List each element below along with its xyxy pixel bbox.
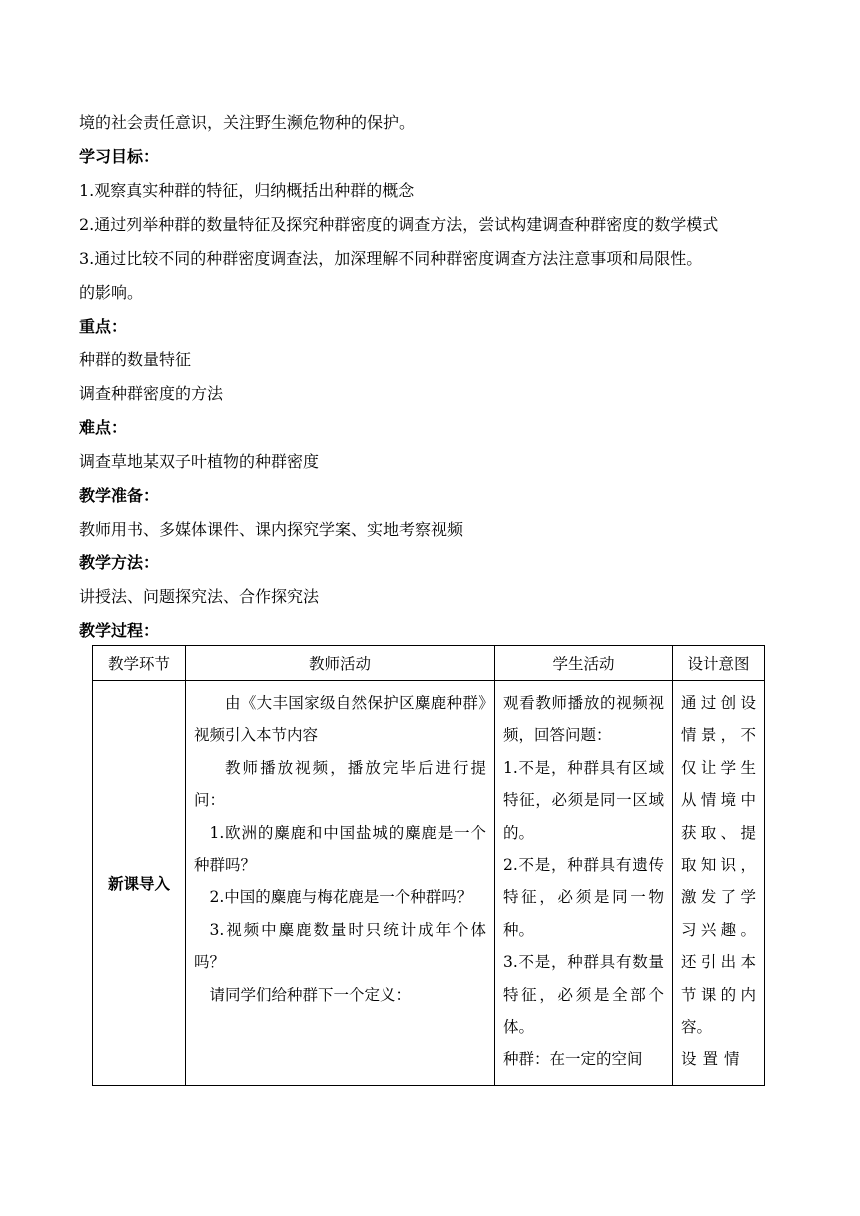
teacher-line: 2.中国的麋鹿与梅花鹿是一个种群吗？ (209, 888, 473, 907)
teacher-line: 教师播放视频，播放完毕后进行提问： (194, 758, 486, 810)
header-teacher-activity: 教师活动 (186, 646, 495, 681)
student-line: 1.不是，种群具有区域特征，必须是同一区域的。 (503, 758, 664, 842)
key-point-item: 种群的数量特征 (79, 350, 192, 369)
teacher-line: 由《大丰国家级自然保护区麋鹿种群》视频引入本节内容 (194, 694, 486, 745)
table-row (93, 681, 765, 1086)
process-heading: 教学过程： (79, 621, 160, 640)
intent-line: 通过创设情景，不仅让学生从情境中获取、提取知识，激发了学习兴趣。还引出本节课的内容。 (681, 694, 756, 1037)
teacher-activity-cell (186, 681, 495, 1086)
methods-heading: 教学方法： (79, 553, 160, 572)
key-points-heading: 重点： (79, 317, 128, 336)
student-line: 2.不是，种群具有遗传特征，必须是同一物种。 (503, 856, 664, 939)
lesson-process-table (92, 645, 765, 1086)
table-header-row (93, 646, 765, 681)
teacher-line: 1.欧洲的麋鹿和中国盐城的麋鹿是一个种群吗？ (194, 823, 486, 875)
teacher-line: 3.视频中麋鹿数量时只统计成年个体吗？ (194, 920, 486, 972)
teacher-line: 请同学们给种群下一个定义： (209, 985, 412, 1004)
key-point-item: 调查种群密度的方法 (79, 384, 224, 403)
preparation-heading: 教学准备： (79, 486, 160, 505)
difficulties-heading: 难点： (79, 418, 128, 437)
objectives-heading: 学习目标： (79, 147, 160, 166)
student-line: 观看教师播放的视频视频，回答问题： (503, 694, 664, 745)
intent-line: 设置情 (681, 1050, 746, 1069)
student-activity-cell (495, 681, 673, 1086)
intro-line: 境的社会责任意识，关注野生濒危物种的保护。 (79, 113, 416, 132)
stage-cell: 新课导入 (93, 681, 186, 1086)
objective-item: 的影响。 (79, 283, 144, 302)
preparation-text: 教师用书、多媒体课件、课内探究学案、实地考察视频 (79, 520, 464, 539)
student-line: 3.不是，种群具有数量特征，必须是全部个体。 (503, 953, 664, 1037)
objective-item: 1.观察真实种群的特征，归纳概括出种群的概念 (79, 181, 415, 200)
header-design-intent: 设计意图 (673, 646, 765, 681)
difficulty-item: 调查草地某双子叶植物的种群密度 (79, 452, 320, 471)
header-stage: 教学环节 (93, 646, 186, 681)
methods-text: 讲授法、问题探究法、合作探究法 (79, 587, 320, 606)
student-line: 种群：在一定的空间 (503, 1050, 643, 1069)
objective-item: 3.通过比较不同的种群密度调查法，加深理解不同种群密度调查方法注意事项和局限性。 (79, 249, 703, 268)
design-intent-cell (673, 681, 765, 1086)
header-student-activity: 学生活动 (495, 646, 673, 681)
objective-item: 2.通过列举种群的数量特征及探究种群密度的调查方法，尝试构建调查种群密度的数学模式 (79, 215, 719, 234)
